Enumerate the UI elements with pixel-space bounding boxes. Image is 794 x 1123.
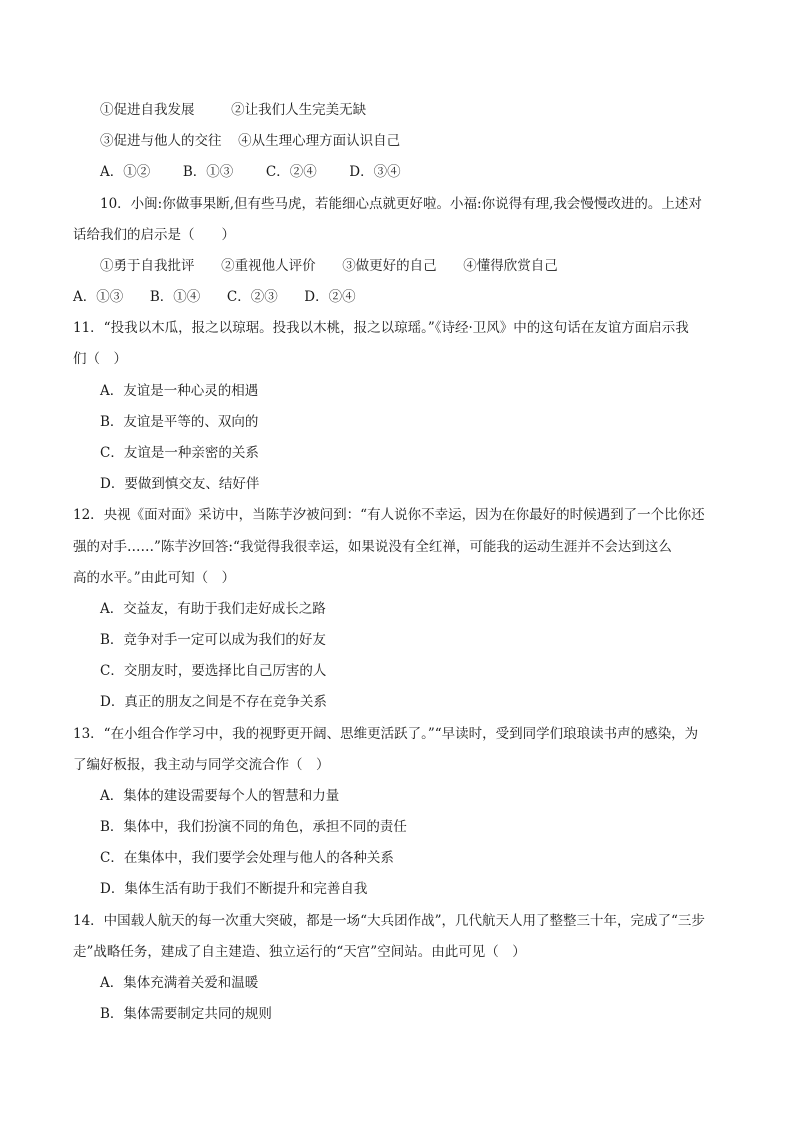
q13-stem-line1: 13．“在小组合作学习中，我的视野更开阔、思维更活跃了。”“早读时，受到同学们琅琅读书声的感染，为	[73, 726, 699, 742]
q11-stem-line1: 11．“投我以木瓜，报之以琼琚。投我以木桃，报之以琼瑶。”《诗经·卫风》中的这句话在友谊方面启示我	[73, 320, 689, 336]
q11-choice-a: A．友谊是一种心灵的相遇	[100, 383, 259, 399]
q11-choice-c: C．友谊是一种亲密的关系	[100, 445, 259, 461]
q11-choice-d: D．要做到慎交友、结好伴	[100, 476, 260, 492]
q9-options-row1	[100, 100, 366, 120]
q10-answer-c: C．②③	[226, 289, 278, 305]
q9-option-2: ②让我们人生完美无缺	[231, 102, 367, 118]
q14-choice-b: B．集体需要制定共同的规则	[100, 1006, 272, 1022]
q10-option-2: ②重视他人评价	[221, 258, 316, 274]
q12-choice-a: A．交益友，有助于我们走好成长之路	[100, 601, 326, 617]
q13-choice-c: C．在集体中，我们要学会处理与他人的各种关系	[100, 850, 394, 866]
q9-answer-b: B．①③	[182, 164, 234, 180]
q10-stem-line1: 10．小闽:你做事果断,但有些马虎，若能细心点就更好啦。小福:你说得有理,我会慢慢改进的。上述对	[100, 196, 702, 212]
q11-stem-line2: 们（ ）	[73, 351, 127, 367]
q9-option-1: ①促进自我发展	[100, 102, 195, 118]
q10-answers	[73, 287, 356, 307]
q10-options	[100, 256, 558, 276]
q11-choice-b: B．友谊是平等的、双向的	[100, 414, 259, 430]
q13-choice-a: A．集体的建设需要每个人的智慧和力量	[100, 788, 340, 804]
q12-stem-line3: 高的水平。”由此可知（ ）	[73, 570, 236, 586]
q10-answer-d: D．②④	[304, 289, 356, 305]
q9-options-row2	[100, 131, 400, 151]
q10-option-4: ④懂得欣赏自己	[463, 258, 558, 274]
q12-stem-line2: 强的对手……”陈芋汐回答:“我觉得我很幸运，如果说没有全红禅，可能我的运动生涯并不会达到这么	[73, 539, 672, 555]
q12-choice-c: C．交朋友时，要选择比自己厉害的人	[100, 663, 327, 679]
q9-answer-c: C．②④	[265, 164, 317, 180]
q13-choice-b: B．集体中，我们扮演不同的角色，承担不同的责任	[100, 819, 407, 835]
q14-stem-line2: 走”战略任务，建成了自主建造、独立运行的“天宫”空间站。由此可见（ ）	[73, 944, 526, 960]
q10-option-3: ③做更好的自己	[342, 258, 437, 274]
q13-choice-d: D．集体生活有助于我们不断提升和完善自我	[100, 881, 368, 897]
q9-option-4: ④从生理心理方面认识自己	[238, 133, 401, 149]
q10-answer-a: A．①③	[73, 289, 124, 305]
q10-option-1: ①勇于自我批评	[100, 258, 195, 274]
q10-answer-b: B．①④	[149, 289, 201, 305]
q9-option-3: ③促进与他人的交往	[100, 133, 222, 149]
q12-choice-d: D．真正的朋友之间是不存在竞争关系	[100, 694, 327, 710]
q9-answer-a: A．①②	[100, 164, 151, 180]
q9-answers	[100, 162, 401, 182]
q12-choice-b: B．竞争对手一定可以成为我们的好友	[100, 632, 326, 648]
q12-stem-line1: 12．央视《面对面》采访中，当陈芋汐被问到：“有人说你不幸运，因为在你最好的时候遇到了一个比你还	[73, 507, 705, 523]
q14-choice-a: A．集体充满着关爱和温暖	[100, 975, 259, 991]
q9-answer-d: D．③④	[349, 164, 401, 180]
q10-stem-line2: 话给我们的启示是（ ）	[73, 227, 235, 243]
q14-stem-line1: 14．中国载人航天的每一次重大突破，都是一场“大兵团作战”，几代航天人用了整整三十年，完成了“三步	[73, 913, 705, 929]
q13-stem-line2: 了编好板报，我主动与同学交流合作（ ）	[73, 757, 330, 773]
